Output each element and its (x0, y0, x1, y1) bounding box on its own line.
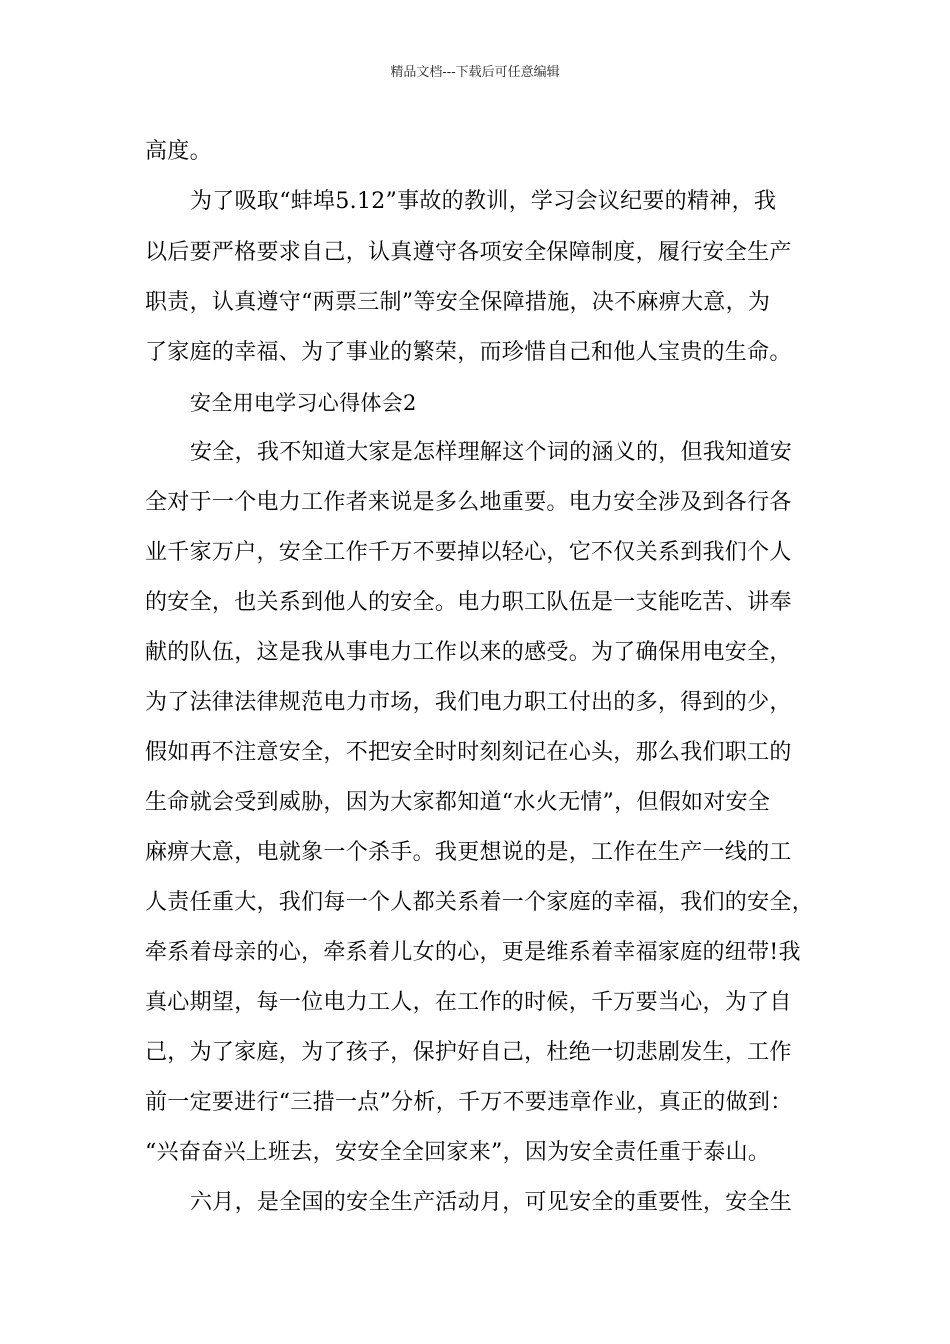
text-line: 人责任重大，我们每一个人都关系着一个家庭的幸福，我们的安全， (145, 890, 815, 915)
text-line: 麻痹大意，电就象一个杀手。我更想说的是，工作在生产一线的工 (145, 840, 792, 865)
text-line: 六月，是全国的安全生产活动月，可见安全的重要性，安全生 (190, 1190, 793, 1215)
text-line: 了家庭的幸福、为了事业的繁荣，而珍惜自己和他人宝贵的生命。 (145, 340, 792, 365)
text-line: 献的队伍，这是我从事电力工作以来的感受。为了确保用电安全， (145, 640, 792, 665)
text-line: 安全，我不知道大家是怎样理解这个词的涵义的，但我知道安 (190, 440, 793, 465)
text-line: 为了法律法律规范电力市场，我们电力职工付出的多，得到的少， (145, 690, 792, 715)
text-line: 牵系着母亲的心，牵系着儿女的心，更是维系着幸福家庭的纽带!我 (145, 940, 801, 965)
page-header: 精品文档---下载后可任意编辑 (390, 65, 560, 80)
text-line: 己，为了家庭，为了孩子，保护好自己，杜绝一切悲剧发生，工作 (145, 1040, 792, 1065)
text-line: 高度。 (145, 139, 212, 164)
text-line: 生命就会受到威胁，因为大家都知道“水火无情”，但假如对安全 (145, 790, 771, 815)
text-line: 前一定要进行“三措一点”分析，千万不要违章作业，真正的做到： (145, 1090, 793, 1115)
text-line: 的安全，也关系到他人的安全。电力职工队伍是一支能吃苦、讲奉 (145, 590, 792, 615)
text-line: 业千家万户，安全工作千万不要掉以轻心，它不仅关系到我们个人 (145, 540, 792, 565)
text-line: “兴奋奋兴上班去，安安全全回家来”，因为安全责任重于泰山。 (145, 1140, 771, 1165)
text-line: 真心期望，每一位电力工人，在工作的时候，千万要当心，为了自 (145, 990, 792, 1015)
text-line: 职责，认真遵守“两票三制”等安全保障措施，决不麻痹大意，为 (145, 290, 771, 315)
text-line: 全对于一个电力工作者来说是多么地重要。电力安全涉及到各行各 (145, 490, 792, 515)
text-line: 以后要严格要求自己，认真遵守各项安全保障制度，履行安全生产 (145, 240, 792, 265)
text-line: 为了吸取“蚌埠5.12”事故的教训，学习会议纪要的精神，我 (190, 189, 777, 214)
text-line: 假如再不注意安全，不把安全时时刻刻记在心头，那么我们职工的 (145, 740, 792, 765)
section-heading: 安全用电学习心得体会2 (190, 391, 417, 415)
